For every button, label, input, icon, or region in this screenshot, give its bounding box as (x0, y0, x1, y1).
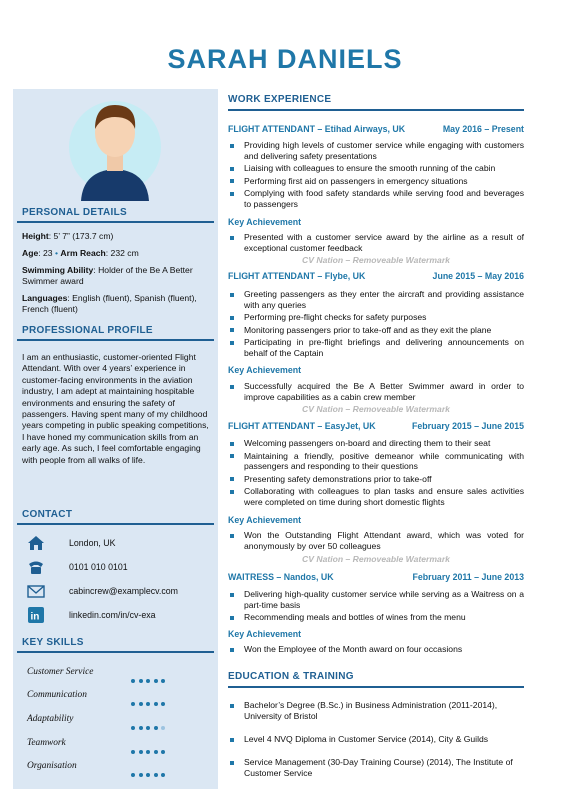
watermark: CV Nation – Removeable Watermark (302, 255, 450, 265)
list-item: Level 4 NVQ Diploma in Customer Service (2014), City & Guilds (228, 734, 524, 745)
skill-name: Teamwork (27, 738, 66, 748)
linkedin-icon (27, 607, 45, 623)
education-list (228, 700, 524, 721)
rating-dot-filled (139, 702, 143, 706)
job-dates: February 2015 – June 2015 (412, 421, 524, 431)
skill-rating (131, 670, 169, 688)
education-list (228, 734, 524, 745)
skill-rating (131, 717, 169, 735)
rating-dot-filled (139, 726, 143, 730)
contact-linkedin[interactable] (27, 607, 213, 625)
watermark: CV Nation – Removeable Watermark (302, 554, 450, 564)
contact-phone-text[interactable]: 0101 010 0101 (69, 562, 128, 572)
job-duties (228, 140, 524, 212)
divider (228, 686, 524, 688)
rating-dot-filled (161, 773, 165, 777)
education-heading: EDUCATION & TRAINING (228, 671, 354, 682)
list-item: Presenting safety demonstrations prior to take-off (228, 474, 524, 485)
key-achievement-label: Key Achievement (228, 217, 302, 227)
list-item: Service Management (30-Day Training Course) (2014), The Institute of Customer Service (228, 757, 524, 778)
rating-dot-filled (146, 750, 150, 754)
list-item: Monitoring passengers prior to take-off and as they exit the plane (228, 325, 524, 336)
skill-row (27, 761, 213, 775)
achievement-list (228, 381, 524, 404)
achievement-list (228, 530, 524, 553)
contact-linkedin-text[interactable]: linkedin.com/in/cv-exa (69, 610, 156, 620)
age-arm-line: Age: 23 • Arm Reach: 232 cm (22, 248, 139, 258)
rating-dot-filled (139, 750, 143, 754)
rating-dot-filled (154, 702, 158, 706)
contact-heading: CONTACT (22, 509, 73, 520)
skill-name: Communication (27, 690, 87, 700)
profile-heading: PROFESSIONAL PROFILE (22, 325, 153, 336)
envelope-icon (27, 583, 45, 599)
rating-dot-filled (154, 679, 158, 683)
skill-rating (131, 764, 169, 782)
skill-name: Organisation (27, 761, 77, 771)
rating-dot-filled (161, 679, 165, 683)
job-title: FLIGHT ATTENDANT – Flybe, UK June 2015 – May 2016 (228, 271, 524, 281)
list-item: Bachelor’s Degree (B.Sc.) in Business Administration (2011-2014), University of Bristol (228, 700, 524, 721)
list-item: Presented with a customer service award by the airline as a result of exceptional customer feedback (228, 232, 524, 253)
contact-phone[interactable] (27, 559, 213, 577)
job-dates: February 2011 – June 2013 (412, 572, 524, 582)
divider (17, 651, 214, 653)
job-dates: June 2015 – May 2016 (432, 271, 524, 281)
skill-row (27, 714, 213, 728)
rating-dot-filled (161, 702, 165, 706)
profile-text: I am an enthusiastic, customer-oriented Flight Attendant. With over 4 years’ experience in customer-facing environments in the aviation industry, I am adept at maintaining hospitable environments and ensuring the safety of passengers. Having spent many of my childhood years competing in public speaking competitions, I have honed my communication skills from an early age. As such, I feel comfortable engaging with people from all walks of life. (22, 352, 209, 465)
key-achievement-label: Key Achievement (228, 515, 302, 525)
personal-details-heading: PERSONAL DETAILS (22, 207, 127, 218)
skill-row (27, 690, 213, 704)
divider (17, 523, 214, 525)
list-item: Performing pre-flight checks for safety purposes (228, 312, 524, 323)
phone-icon (27, 559, 45, 575)
rating-dot-filled (146, 702, 150, 706)
rating-dot-filled (131, 679, 135, 683)
key-skills-heading: KEY SKILLS (22, 637, 84, 648)
list-item: Welcoming passengers on-board and directing them to their seat (228, 438, 524, 449)
swimming-line: Swimming Ability: Holder of the Be A Better Swimmer award (22, 265, 193, 286)
job-title: FLIGHT ATTENDANT – Etihad Airways, UK May 2016 – Present (228, 124, 524, 134)
svg-text:in: in (30, 611, 40, 623)
avatar-icon (69, 89, 161, 201)
rating-dot-empty (161, 726, 165, 730)
list-item: Won the Employee of the Month award on four occasions (228, 644, 524, 655)
candidate-name: SARAH DANIELS (167, 44, 403, 74)
list-item: Providing high levels of customer service while engaging with customers and delivering safety presentations (228, 140, 524, 161)
skill-row (27, 738, 213, 752)
work-experience-heading: WORK EXPERIENCE (228, 94, 332, 105)
languages-line: Languages: English (fluent), Spanish (fluent), French (fluent) (22, 293, 197, 314)
rating-dot-filled (146, 679, 150, 683)
list-item: Maintaining a friendly, positive demeanor while communicating with passengers and responding to their questions (228, 451, 524, 472)
skill-rating (131, 741, 169, 759)
list-item: Participating in pre-flight briefings and delivering announcements on behalf of the Captain (228, 337, 524, 358)
skill-name: Customer Service (27, 667, 94, 677)
job-title: FLIGHT ATTENDANT – EasyJet, UK February 2015 – June 2015 (228, 421, 524, 431)
rating-dot-filled (131, 773, 135, 777)
education-list (228, 757, 524, 778)
achievement-list (228, 644, 524, 657)
divider (17, 339, 214, 341)
rating-dot-filled (154, 773, 158, 777)
divider (228, 109, 524, 111)
rating-dot-filled (131, 726, 135, 730)
list-item: Liaising with colleagues to ensure the smooth running of the cabin (228, 163, 524, 174)
contact-location-text: London, UK (69, 538, 116, 548)
key-achievement-label: Key Achievement (228, 629, 302, 639)
rating-dot-filled (146, 726, 150, 730)
job-duties (228, 589, 524, 625)
skill-row (27, 667, 213, 681)
height-line: Height: 5’ 7” (173.7 cm) (22, 231, 114, 241)
list-item: Greeting passengers as they enter the aircraft and providing assistance with any queries (228, 289, 524, 310)
achievement-list (228, 232, 524, 255)
skill-name: Adaptability (27, 714, 74, 724)
sidebar (13, 89, 218, 789)
rating-dot-filled (161, 750, 165, 754)
list-item: Collaborating with colleagues to plan tasks and ensure sales activities were completed on time during short domestic flights (228, 486, 524, 507)
contact-email-text[interactable]: cabincrew@examplecv.com (69, 586, 178, 596)
rating-dot-filled (139, 773, 143, 777)
list-item: Won the Outstanding Flight Attendant award, which was voted for anonymously by over 50 colleagues (228, 530, 524, 551)
job-duties (228, 289, 524, 361)
rating-dot-filled (131, 702, 135, 706)
list-item: Performing first aid on passengers in emergency situations (228, 176, 524, 187)
job-dates: May 2016 – Present (442, 124, 524, 134)
contact-location (27, 535, 213, 553)
skill-rating (131, 693, 169, 711)
rating-dot-filled (139, 679, 143, 683)
job-duties (228, 438, 524, 510)
list-item: Delivering high-quality customer service while serving as a Waitress on a part-time basis (228, 589, 524, 610)
rating-dot-filled (146, 773, 150, 777)
contact-email[interactable] (27, 583, 213, 601)
key-achievement-label: Key Achievement (228, 365, 302, 375)
divider (17, 221, 214, 223)
watermark: CV Nation – Removeable Watermark (302, 404, 450, 414)
list-item: Successfully acquired the Be A Better Swimmer award in order to improve capabilities as a cabin crew member (228, 381, 524, 402)
rating-dot-filled (154, 750, 158, 754)
job-title: WAITRESS – Nandos, UK February 2011 – June 2013 (228, 572, 524, 582)
rating-dot-filled (131, 750, 135, 754)
home-icon (27, 535, 45, 551)
rating-dot-filled (154, 726, 158, 730)
list-item: Recommending meals and bottles of wines from the menu (228, 612, 524, 623)
list-item: Complying with food safety standards while serving food and beverages to passengers (228, 188, 524, 209)
